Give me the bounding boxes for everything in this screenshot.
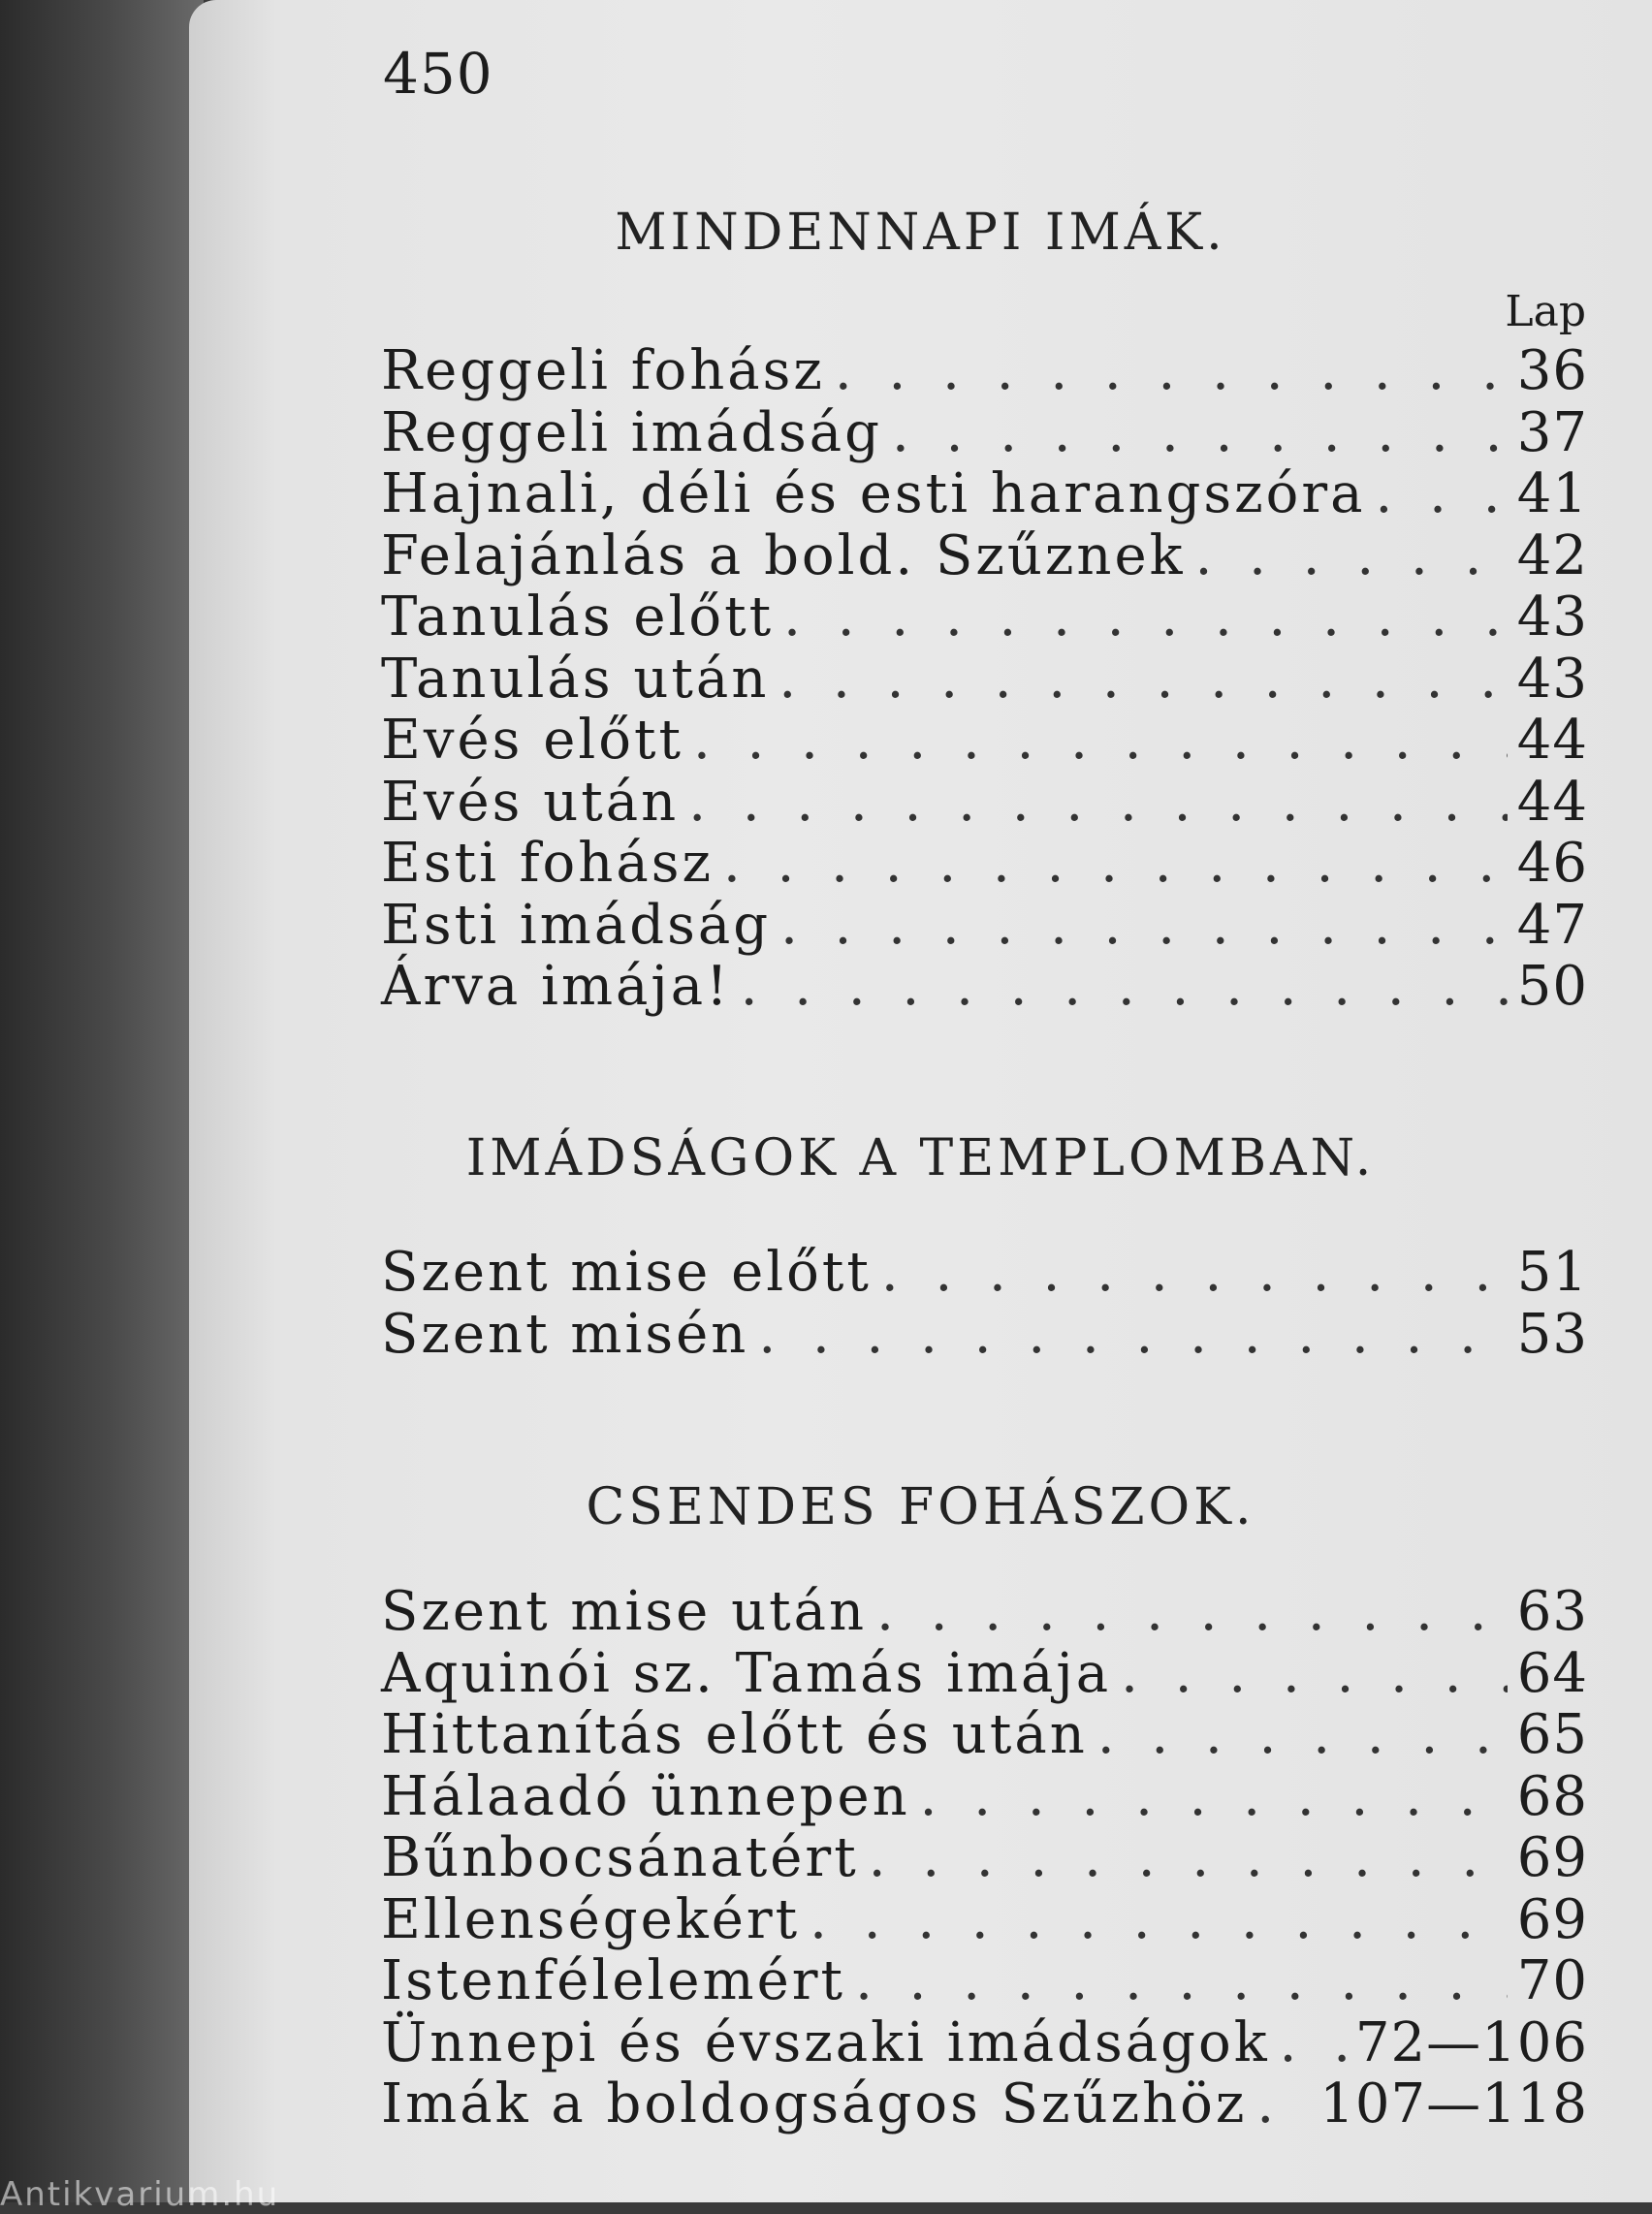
dot-leader [1375,462,1507,525]
dot-leader [876,1580,1508,1643]
dot-leader [835,339,1508,402]
toc-entry [381,1949,1588,2011]
dot-leader [741,955,1508,1018]
dot-leader [869,1826,1508,1889]
toc-entry-title: Tanulás előtt [381,585,775,648]
toc-entry-title: Hálaadó ünnepen [381,1764,910,1828]
dot-leader [810,1888,1508,1951]
toc-entry-title: Felajánlás a bold. Szűznek [381,523,1186,587]
toc-entry-title: Aquinói sz. Tamás imája [381,1641,1112,1705]
book-page [189,0,1652,2202]
dot-leader [1097,1703,1508,1766]
dot-leader [1195,524,1508,587]
toc-entry-page: 53 [1516,1302,1588,1366]
toc-entry-title: Imák a boldogságos Szűzhöz [381,2072,1248,2135]
page-number: 450 [383,41,493,107]
toc-entry-page: 72—106 [1354,2010,1588,2074]
toc-entry [381,1241,1588,1303]
toc-list-daily-prayers [381,339,1588,1017]
toc-entry [381,832,1588,894]
toc-entry-title: Evés előtt [381,709,683,772]
toc-entry-title: Árva imája! [381,955,731,1018]
toc-entry-page: 37 [1516,400,1588,464]
toc-entry [381,1703,1588,1765]
toc-entry [381,1580,1588,1642]
toc-entry [381,955,1588,1017]
toc-entry-page: 47 [1516,893,1588,957]
dot-leader [1256,2072,1310,2135]
toc-entry-title: Tanulás után [381,647,770,711]
toc-entry-title: Istenfélelemért [381,1949,846,2012]
page-column-label: Lap [1505,287,1586,336]
dot-leader [693,709,1508,772]
toc-entry-title: Szent mise előtt [381,1241,872,1304]
toc-entry [381,1826,1588,1888]
toc-entry-title: Esti imádság [381,893,772,957]
toc-entry-page: 70 [1516,1949,1588,2012]
toc-entry-title: Reggeli imádság [381,400,882,464]
toc-entry-page: 68 [1516,1764,1588,1828]
toc-entry [381,2072,1588,2135]
dot-leader [1280,2011,1346,2074]
toc-entry-title: Ellenségekért [381,1887,801,1951]
toc-entry [381,709,1588,771]
toc-entry [381,771,1588,833]
toc-entry-page: 51 [1516,1241,1588,1304]
toc-entry-page: 44 [1516,709,1588,772]
toc-entry-page: 41 [1516,462,1588,525]
toc-entry-title: Szent misén [381,1302,749,1366]
toc-entry-page: 44 [1516,770,1588,834]
toc-entry [381,339,1588,401]
toc-entry-page: 63 [1516,1580,1588,1643]
dot-leader [892,401,1508,464]
dot-leader [723,832,1508,895]
toc-entry-title: Bűnbocsánatért [381,1826,859,1889]
dot-leader [758,1303,1507,1366]
toc-entry [381,648,1588,710]
dot-leader [855,1949,1508,2012]
section-heading-daily-prayers: MINDENNAPI IMÁK. [615,204,1226,262]
toc-entry [381,524,1588,586]
toc-entry-page: 46 [1516,832,1588,895]
dot-leader [920,1765,1508,1828]
toc-entry-title: Szent mise után [381,1580,868,1643]
toc-entry-title: Evés után [381,770,680,834]
toc-entry-page: 64 [1516,1641,1588,1705]
toc-entry [381,1765,1588,1827]
dot-leader [778,648,1507,711]
toc-entry-title: Reggeli fohász [381,339,825,402]
dot-leader [1121,1642,1508,1705]
toc-entry [381,1303,1588,1365]
toc-entry-page: 43 [1516,647,1588,711]
dot-leader [881,1241,1508,1304]
section-heading-silent-prayers: CSENDES FOHÁSZOK. [586,1478,1255,1536]
toc-entry [381,894,1588,956]
toc-entry [381,2011,1588,2073]
book-gutter-shadow [0,0,204,2202]
toc-entry [381,585,1588,648]
toc-entry-title: Esti fohász [381,832,714,895]
toc-entry [381,462,1588,524]
toc-entry-page: 50 [1516,955,1588,1018]
toc-list-church-prayers [381,1241,1588,1364]
section-heading-church-prayers: IMÁDSÁGOK A TEMPLOMBAN. [465,1129,1376,1187]
toc-entry-page: 69 [1516,1887,1588,1951]
toc-entry-page: 36 [1516,339,1588,402]
dot-leader [780,894,1508,957]
dot-leader [783,585,1508,648]
toc-entry-page: 69 [1516,1826,1588,1889]
toc-list-silent-prayers [381,1580,1588,2135]
toc-entry-title: Ünnepi és évszaki imádságok [381,2010,1270,2074]
toc-entry-page: 65 [1516,1703,1588,1766]
toc-entry [381,1888,1588,1950]
toc-entry-title: Hittanítás előtt és után [381,1703,1088,1766]
toc-entry [381,401,1588,463]
toc-entry-page: 43 [1516,585,1588,648]
toc-entry-page: 107—118 [1319,2072,1588,2135]
toc-entry [381,1642,1588,1704]
watermark-text: Antikvarium.hu [0,2175,280,2214]
dot-leader [688,771,1508,834]
toc-entry-title: Hajnali, déli és esti harangszóra [381,462,1366,525]
toc-entry-page: 42 [1516,523,1588,587]
